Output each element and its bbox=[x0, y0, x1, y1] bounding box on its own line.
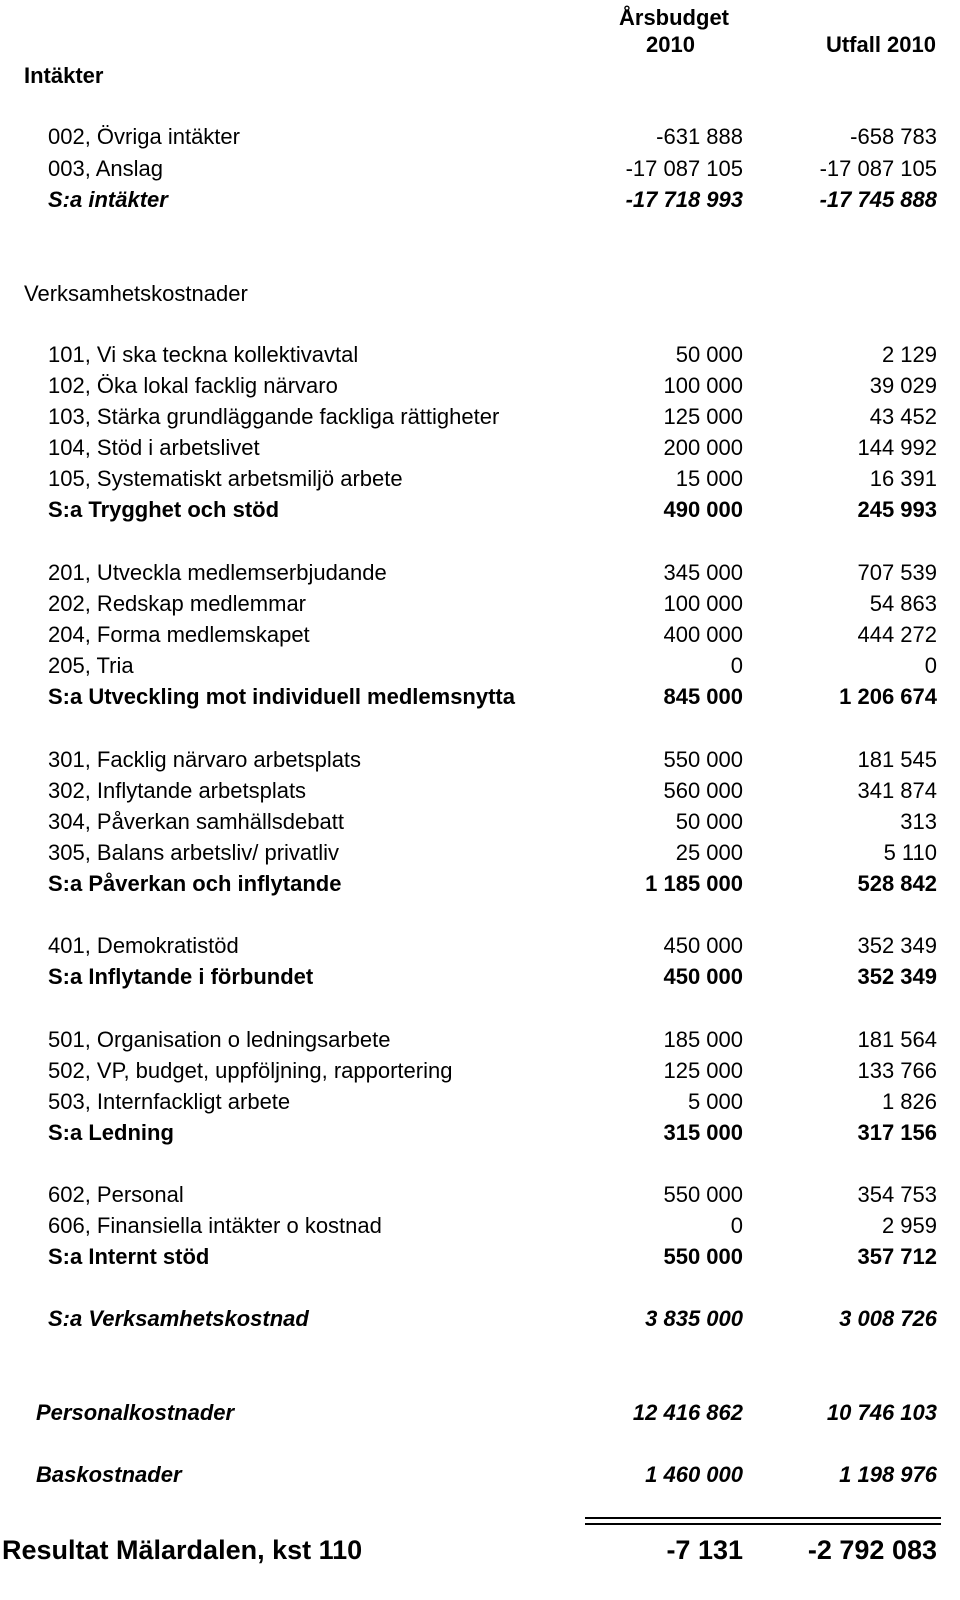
cost-group-total-outcome: 352 349 bbox=[857, 964, 937, 989]
cost-total-budget: 3 835 000 bbox=[645, 1306, 743, 1331]
result-double-underline-top bbox=[585, 1517, 941, 1519]
cost-row-budget: 550 000 bbox=[663, 1182, 743, 1207]
cost-group-total-outcome: 357 712 bbox=[857, 1244, 937, 1269]
cost-row-label: 205, Tria bbox=[48, 653, 134, 678]
cost-group-total-label: S:a Ledning bbox=[48, 1120, 174, 1145]
income-row-budget: -17 087 105 bbox=[625, 156, 743, 181]
outcome-column-header: Utfall 2010 bbox=[825, 32, 936, 57]
cost-row-budget: 0 bbox=[730, 653, 743, 678]
personnel-costs-label: Personalkostnader bbox=[36, 1400, 235, 1425]
cost-row-outcome: 0 bbox=[924, 653, 937, 678]
cost-group-total-outcome: 1 206 674 bbox=[839, 684, 937, 709]
cost-row-budget: 50 000 bbox=[675, 342, 743, 367]
income-row-outcome: -17 087 105 bbox=[819, 156, 937, 181]
cost-group-total-budget: 450 000 bbox=[663, 964, 743, 989]
cost-row-outcome: 354 753 bbox=[857, 1182, 937, 1207]
cost-row-label: 401, Demokratistöd bbox=[48, 933, 239, 958]
cost-group-total-label: S:a Utveckling mot individuell medlemsnytta bbox=[48, 684, 515, 709]
cost-row-outcome: 16 391 bbox=[869, 466, 937, 491]
result-budget: -7 131 bbox=[666, 1535, 743, 1565]
cost-row-label: 502, VP, budget, uppföljning, rapportering bbox=[48, 1058, 453, 1083]
income-total-label: S:a intäkter bbox=[48, 187, 168, 212]
cost-row-outcome: 133 766 bbox=[857, 1058, 937, 1083]
base-costs-label: Baskostnader bbox=[36, 1462, 182, 1487]
cost-row-outcome: 352 349 bbox=[857, 933, 937, 958]
cost-row-label: 202, Redskap medlemmar bbox=[48, 591, 307, 616]
cost-row-label: 304, Påverkan samhällsdebatt bbox=[48, 809, 344, 834]
cost-row-outcome: 54 863 bbox=[869, 591, 937, 616]
result-outcome: -2 792 083 bbox=[807, 1535, 937, 1565]
cost-row-budget: 25 000 bbox=[675, 840, 743, 865]
cost-row-budget: 50 000 bbox=[675, 809, 743, 834]
cost-row-label: 105, Systematiskt arbetsmiljö arbete bbox=[48, 466, 403, 491]
cost-row-outcome: 2 959 bbox=[881, 1213, 937, 1238]
cost-row-budget: 100 000 bbox=[663, 591, 743, 616]
cost-row-budget: 400 000 bbox=[663, 622, 743, 647]
cost-row-label: 501, Organisation o ledningsarbete bbox=[48, 1027, 391, 1052]
income-row-budget: -631 888 bbox=[656, 124, 743, 149]
cost-row-label: 204, Forma medlemskapet bbox=[48, 622, 310, 647]
cost-group-total-outcome: 245 993 bbox=[857, 497, 937, 522]
cost-row-outcome: 39 029 bbox=[869, 373, 937, 398]
cost-row-outcome: 43 452 bbox=[869, 404, 937, 429]
base-costs-budget: 1 460 000 bbox=[645, 1462, 743, 1487]
cost-row-label: 602, Personal bbox=[48, 1182, 184, 1207]
cost-row-label: 302, Inflytande arbetsplats bbox=[48, 778, 307, 803]
cost-row-label: 103, Stärka grundläggande fackliga rättigheter bbox=[48, 404, 500, 429]
cost-row-budget: 185 000 bbox=[663, 1027, 743, 1052]
cost-row-outcome: 144 992 bbox=[857, 435, 937, 460]
cost-row-budget: 100 000 bbox=[663, 373, 743, 398]
cost-group-total-outcome: 317 156 bbox=[857, 1120, 937, 1145]
income-section-heading: Intäkter bbox=[24, 63, 104, 88]
cost-group-total-label: S:a Internt stöd bbox=[48, 1244, 210, 1269]
cost-group-total-budget: 845 000 bbox=[663, 684, 743, 709]
cost-row-budget: 550 000 bbox=[663, 747, 743, 772]
cost-row-outcome: 444 272 bbox=[857, 622, 937, 647]
cost-row-budget: 345 000 bbox=[663, 560, 743, 585]
cost-row-outcome: 1 826 bbox=[881, 1089, 937, 1114]
cost-total-label: S:a Verksamhetskostnad bbox=[48, 1306, 309, 1331]
cost-group-total-budget: 490 000 bbox=[663, 497, 743, 522]
cost-row-label: 201, Utveckla medlemserbjudande bbox=[48, 560, 387, 585]
cost-row-label: 104, Stöd i arbetslivet bbox=[48, 435, 260, 460]
cost-group-total-label: S:a Inflytande i förbundet bbox=[48, 964, 314, 989]
cost-row-outcome: 313 bbox=[900, 809, 937, 834]
cost-row-budget: 200 000 bbox=[663, 435, 743, 460]
cost-group-total-budget: 550 000 bbox=[663, 1244, 743, 1269]
income-row-label: 003, Anslag bbox=[48, 156, 163, 181]
cost-row-label: 301, Facklig närvaro arbetsplats bbox=[48, 747, 362, 772]
cost-row-budget: 450 000 bbox=[663, 933, 743, 958]
personnel-costs-budget: 12 416 862 bbox=[632, 1400, 743, 1425]
budget-column-header-line2: 2010 bbox=[646, 32, 695, 57]
base-costs-outcome: 1 198 976 bbox=[839, 1462, 937, 1487]
income-row-label: 002, Övriga intäkter bbox=[48, 124, 240, 149]
cost-row-label: 102, Öka lokal facklig närvaro bbox=[48, 373, 338, 398]
cost-total-outcome: 3 008 726 bbox=[839, 1306, 937, 1331]
cost-row-budget: 125 000 bbox=[663, 404, 743, 429]
cost-row-outcome: 181 545 bbox=[857, 747, 937, 772]
budget-column-header-line1: Årsbudget bbox=[619, 5, 729, 30]
cost-row-budget: 125 000 bbox=[663, 1058, 743, 1083]
costs-section-heading: Verksamhetskostnader bbox=[24, 281, 248, 306]
cost-row-outcome: 2 129 bbox=[881, 342, 937, 367]
cost-row-budget: 15 000 bbox=[675, 466, 743, 491]
income-total-budget: -17 718 993 bbox=[625, 187, 743, 212]
cost-row-label: 606, Finansiella intäkter o kostnad bbox=[48, 1213, 382, 1238]
result-label: Resultat Mälardalen, kst 110 bbox=[2, 1535, 363, 1565]
cost-group-total-budget: 1 185 000 bbox=[645, 871, 743, 896]
cost-group-total-budget: 315 000 bbox=[663, 1120, 743, 1145]
cost-row-outcome: 5 110 bbox=[883, 840, 937, 865]
cost-group-total-label: S:a Påverkan och inflytande bbox=[48, 871, 342, 896]
cost-row-budget: 560 000 bbox=[663, 778, 743, 803]
cost-group-total-outcome: 528 842 bbox=[857, 871, 937, 896]
income-row-outcome: -658 783 bbox=[850, 124, 937, 149]
cost-row-outcome: 181 564 bbox=[857, 1027, 937, 1052]
cost-row-budget: 0 bbox=[730, 1213, 743, 1238]
cost-row-label: 305, Balans arbetsliv/ privatliv bbox=[48, 840, 340, 865]
cost-row-outcome: 341 874 bbox=[857, 778, 937, 803]
cost-row-label: 503, Internfackligt arbete bbox=[48, 1089, 291, 1114]
cost-group-total-label: S:a Trygghet och stöd bbox=[48, 497, 280, 522]
income-total-outcome: -17 745 888 bbox=[819, 187, 937, 212]
cost-row-label: 101, Vi ska teckna kollektivavtal bbox=[48, 342, 359, 367]
result-double-underline-bottom bbox=[585, 1523, 941, 1525]
cost-row-outcome: 707 539 bbox=[857, 560, 937, 585]
cost-row-budget: 5 000 bbox=[687, 1089, 743, 1114]
personnel-costs-outcome: 10 746 103 bbox=[826, 1400, 937, 1425]
